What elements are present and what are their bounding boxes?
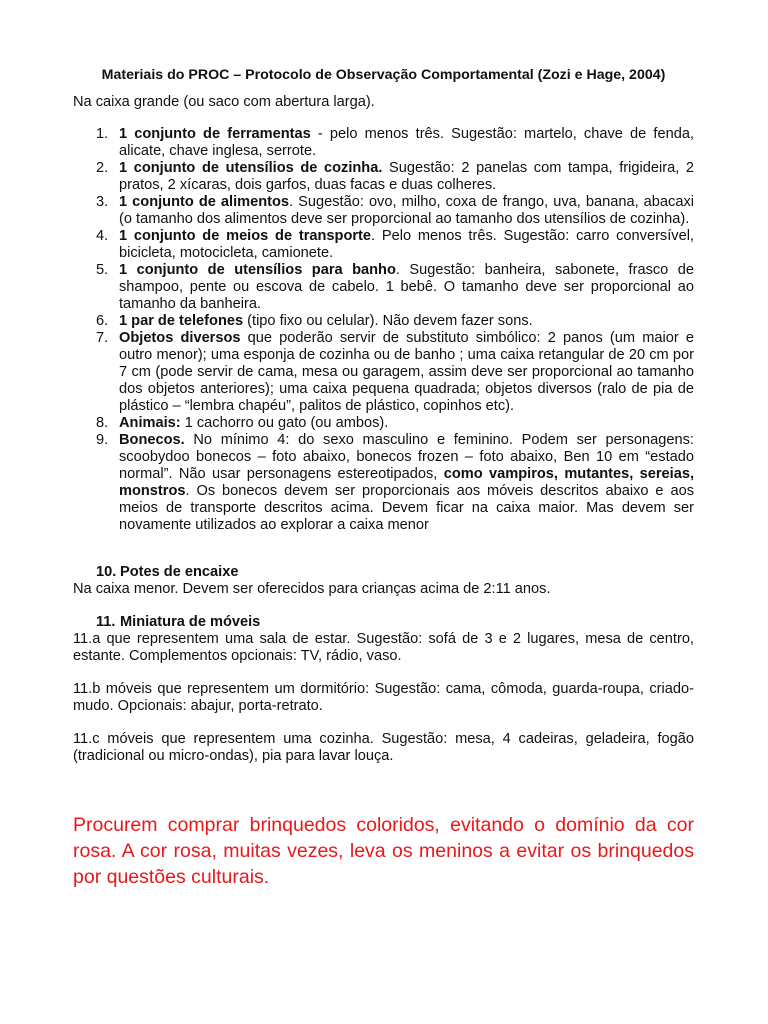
list-number: 2. (96, 160, 109, 176)
section-number: 10. (96, 564, 117, 580)
materials-list (73, 126, 694, 534)
item-text: - pelo menos três. Sugestão: martelo, chave de fenda, alicate, chave inglesa, serrote. (119, 126, 694, 159)
item-text: Sugestão: 2 panelas com tampa, frigideira, 2 pratos, 2 xícaras, dois garfos, duas facas e duas colheres. (119, 160, 694, 193)
list-item (73, 194, 694, 228)
list-number: 6. (96, 313, 109, 329)
item-text: 1 cachorro ou gato (ou ambos). (180, 415, 389, 431)
section-title: Potes de encaixe (120, 564, 239, 580)
list-item (73, 160, 694, 194)
section-number: 11. (96, 614, 116, 630)
item-text: . Sugestão: ovo, milho, coxa de frango, uva, banana, abacaxi (o tamanho dos alimentos deve ser proporcional ao tamanho dos utensílios de cozinha). (119, 194, 694, 227)
list-number: 3. (96, 194, 109, 210)
item-bold-inline: como vampiros, mutantes, sereias, monstros (119, 466, 694, 499)
list-number: 7. (96, 330, 109, 346)
section-11c-text: 11.c móveis que representem uma cozinha. Sugestão: mesa, 4 cadeiras, geladeira, fogão (tradicional ou micro-ondas), pia para lavar louça. (73, 731, 694, 764)
list-item (73, 126, 694, 160)
list-number: 1. (96, 126, 109, 142)
list-number: 9. (96, 432, 109, 448)
list-item (73, 228, 694, 262)
section-10-heading (73, 564, 694, 581)
list-item (73, 415, 694, 432)
list-number: 8. (96, 415, 109, 431)
item-text: (tipo fixo ou celular). Não devem fazer sons. (243, 313, 533, 329)
item-bold-label: Bonecos. (119, 432, 185, 448)
section-11-heading (73, 614, 694, 631)
section-11b-text: 11.b móveis que representem um dormitório: Sugestão: cama, cômoda, guarda-roupa, criado-mudo. Opcionais: abajur, porta-retrato. (73, 681, 694, 714)
item-bold-label: 1 par de telefones (119, 313, 244, 329)
intro-text: Na caixa grande (ou saco com abertura larga). (73, 94, 375, 110)
item-bold-label: 1 conjunto de utensílios para banho (119, 262, 396, 278)
item-text-continued: . Os bonecos devem ser proporcionais aos móveis descritos abaixo e aos meios de transporte descritos acima. Devem ficar na caixa maior. Mas devem ser novamente utilizados ao explorar a caixa menor (119, 483, 694, 533)
section-11a-text: 11.a que representem uma sala de estar. Sugestão: sofá de 3 e 2 lugares, mesa de centro, estante. Complementos opcionais: TV, rádio, vaso. (73, 631, 694, 664)
item-bold-label: Animais: (119, 415, 181, 431)
section-title: Miniatura de móveis (120, 614, 261, 630)
list-item (73, 330, 694, 415)
item-bold-label: 1 conjunto de meios de transporte (119, 228, 372, 244)
item-bold-label: Objetos diversos (119, 330, 241, 346)
item-text: . Sugestão: banheira, sabonete, frasco de shampoo, pente ou escova de cabelo. 1 bebê. O tamanho deve ser proporcional ao tamanho da banheira. (119, 262, 694, 312)
item-text: que poderão servir de substituto simbólico: 2 panos (um maior e outro menor); uma esponja de cozinha ou de banho ; uma caixa retangular de 20 cm por 7 cm (pode servir de cama, mesa ou garagem, assim deve ser proporcional ao tamanho dos objetos anteriores); uma caixa pequena quadrada; objetos diversos (ralo de pia de plástico – “lembra chapéu”, palitos de plástico, copinhos etc). (119, 330, 694, 414)
section-10-text: Na caixa menor. Devem ser oferecidos para crianças acima de 2:11 anos. (73, 581, 551, 597)
item-bold-label: 1 conjunto de utensílios de cozinha. (119, 160, 383, 176)
item-bold-label: 1 conjunto de ferramentas (119, 126, 311, 142)
list-item (73, 262, 694, 313)
list-item (73, 313, 694, 330)
item-text: No mínimo 4: do sexo masculino e feminino. Podem ser personagens: scoobydoo bonecos – foto abaixo, bonecos frozen – foto abaixo, Ben 10 em “estado normal”. Não usar personagens estereotipados, (119, 432, 694, 482)
item-text: . Pelo menos três. Sugestão: carro conversível, bicicleta, motocicleta, camionete. (119, 228, 694, 261)
item-bold-label: 1 conjunto de alimentos (119, 194, 290, 210)
document-title: Materiais do PROC – Protocolo de Observação Comportamental (Zozi e Hage, 2004) (101, 67, 666, 83)
list-number: 4. (96, 228, 109, 244)
list-number: 5. (96, 262, 109, 278)
color-warning-note: Procurem comprar brinquedos coloridos, evitando o domínio da cor rosa. A cor rosa, muitas vezes, leva os meninos a evitar os brinquedos por questões culturais. (73, 814, 694, 888)
list-item (73, 432, 694, 534)
